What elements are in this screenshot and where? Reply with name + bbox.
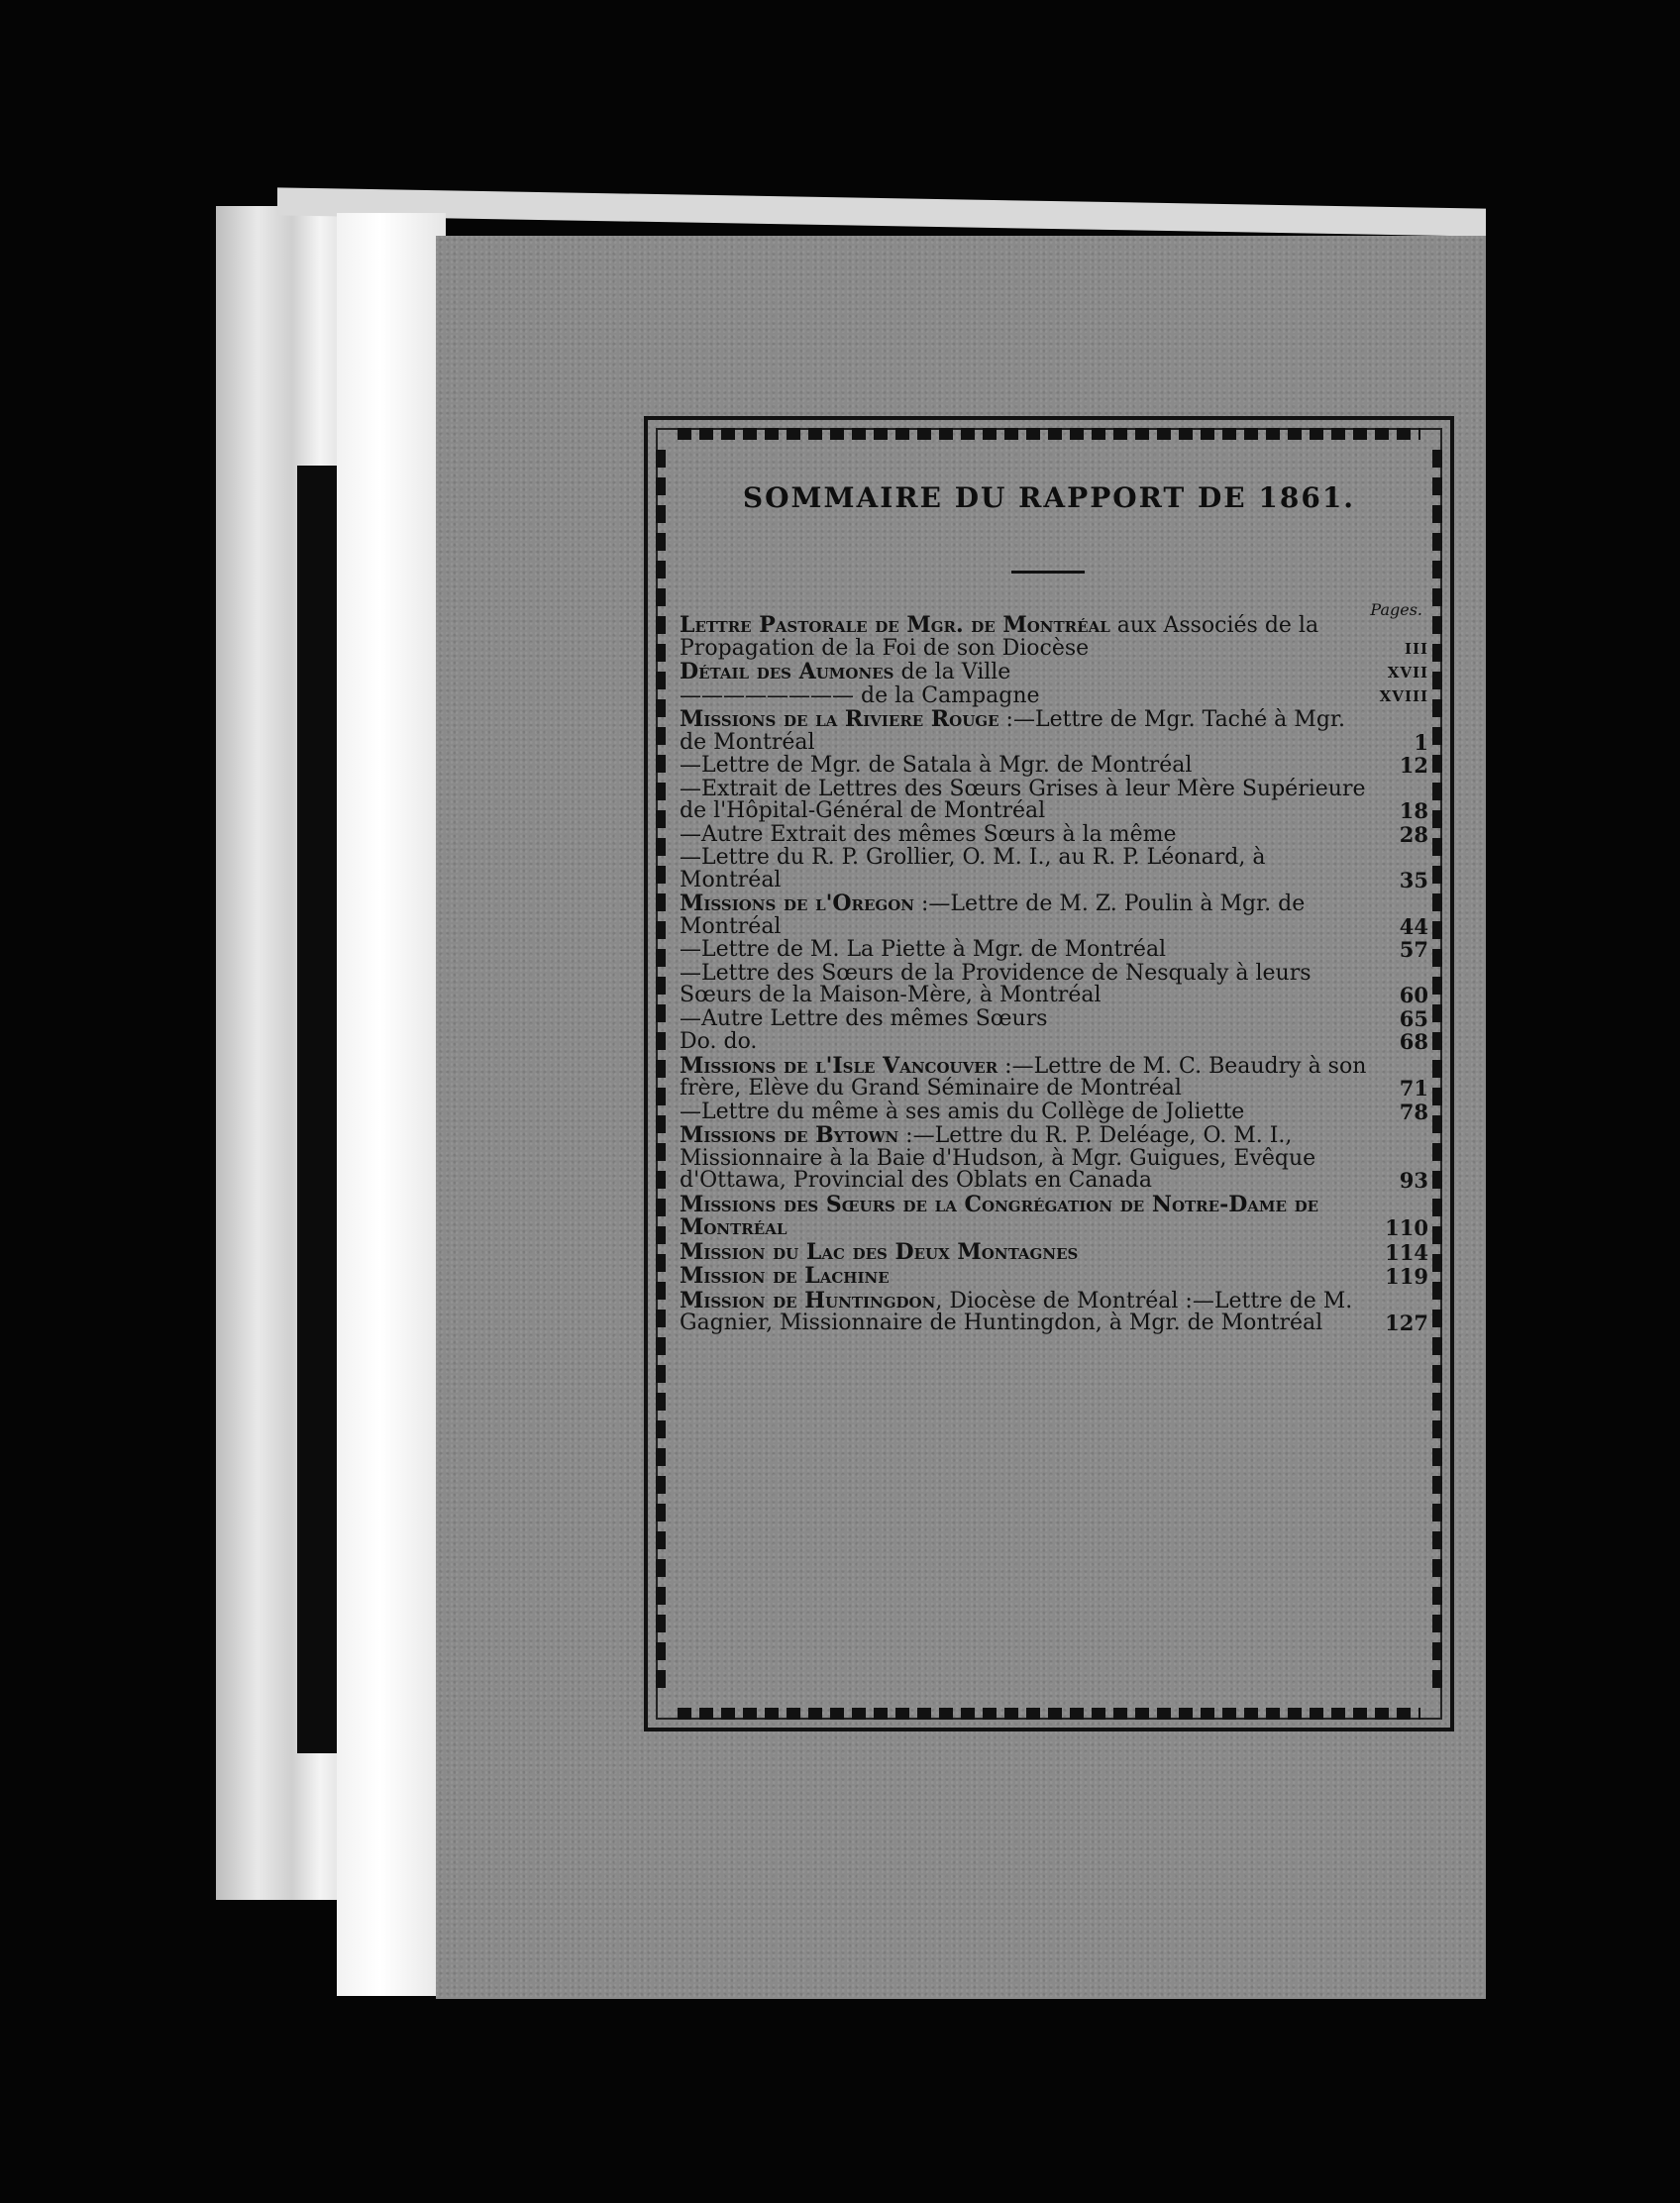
toc-entry-body: —Extrait de Lettres des Sœurs Grises à leur Mère Supérieure de l'Hôpital-Général de Montréal: [680, 776, 1366, 823]
toc-entry: [680, 661, 1428, 684]
toc-entry-page: 110: [1385, 1215, 1428, 1240]
frame-ornament-top: [678, 428, 1420, 440]
ornamental-frame: [644, 416, 1454, 1731]
book-page-edge: [337, 213, 446, 1996]
toc-entry-text: [680, 1191, 1367, 1240]
toc-entry-text: [680, 1265, 1367, 1289]
toc-entry-text: [680, 1287, 1367, 1335]
toc-entry-text: [680, 1031, 1367, 1054]
toc-entry-text: [680, 939, 1367, 962]
toc-entry: [680, 1052, 1428, 1101]
toc-entry-page: 60: [1399, 983, 1428, 1007]
toc-entry: [680, 1287, 1428, 1335]
toc-entry: [680, 776, 1428, 823]
toc-entry-text: [680, 1124, 1367, 1193]
book-spine-shadow: [297, 466, 337, 1753]
toc-entry-body: ———————— de la Campagne: [680, 682, 1040, 708]
toc-entry-heading: Missions de la Riviere Rouge: [680, 706, 999, 732]
toc-entry-text: [680, 1005, 1367, 1031]
frame-ornament-bottom: [678, 1708, 1420, 1720]
toc-entry: [680, 1099, 1428, 1124]
toc-entry-page: 78: [1399, 1099, 1428, 1124]
toc-entry-page: XVIII: [1379, 686, 1428, 705]
toc-entry-body: —Autre Extrait des mêmes Sœurs à la même: [680, 821, 1177, 847]
toc-entry: [680, 1005, 1428, 1031]
toc-entry-body: —Lettre de Mgr. de Satala à Mgr. de Montréal: [680, 753, 1193, 778]
toc-entry-page: 44: [1399, 913, 1428, 939]
toc-entry-heading: Mission de Lachine: [680, 1263, 890, 1289]
toc-entry: [680, 755, 1428, 778]
toc-entry-text: [680, 1052, 1367, 1101]
toc-entry-body: —Lettre du R. P. Grollier, O. M. I., au R. P. Léonard, à Montréal: [680, 845, 1266, 892]
toc-entry: [680, 847, 1428, 892]
toc-entry-heading: Missions des Sœurs de la Congrégation de Notre-Dame de Montréal: [680, 1191, 1319, 1240]
table-of-contents: [680, 614, 1428, 1336]
toc-entry-body: , Diocèse de Montréal :—Lettre de M. Gagnier, Missionnaire de Huntingdon, à Mgr. de Montréal: [680, 1288, 1353, 1335]
pages-column-label: Pages.: [1370, 600, 1422, 619]
toc-entry: [680, 821, 1428, 847]
toc-entry-text: [680, 1238, 1367, 1265]
frame-ornament-left: [656, 450, 666, 1698]
toc-entry-heading: Mission du Lac des Deux Montagnes: [680, 1238, 1079, 1265]
toc-entry-text: [680, 960, 1367, 1007]
toc-entry-heading: Mission de Huntingdon: [680, 1287, 936, 1313]
toc-entry-page: XVII: [1387, 664, 1428, 682]
toc-entry-body: :—Lettre de M. C. Beaudry à son frère, Elève du Grand Séminaire de Montréal: [680, 1053, 1367, 1101]
toc-entry: [680, 1124, 1428, 1193]
toc-entry-page: 119: [1385, 1264, 1428, 1289]
toc-entry-heading: Missions de l'Isle Vancouver: [680, 1052, 998, 1079]
toc-entry: [680, 708, 1428, 754]
toc-entry: [680, 1265, 1428, 1289]
toc-entry-body: —Autre Lettre des mêmes Sœurs: [680, 1005, 1048, 1031]
toc-entry: [680, 1238, 1428, 1265]
toc-entry-body: Do. do.: [680, 1029, 758, 1054]
toc-entry-body: —Lettre de M. La Piette à Mgr. de Montréal: [680, 937, 1167, 962]
toc-entry-heading: Lettre Pastorale de Mgr. de Montréal: [680, 612, 1110, 638]
toc-entry: [680, 682, 1428, 708]
book-top-edge: [277, 187, 1486, 236]
toc-entry-page: 1: [1414, 729, 1428, 755]
toc-entry-page: 35: [1399, 867, 1428, 892]
toc-entry-body: :—Lettre de M. Z. Poulin à Mgr. de Montréal: [680, 892, 1306, 939]
toc-entry-page: 68: [1399, 1029, 1428, 1054]
toc-entry-text: [680, 614, 1367, 660]
toc-entry-page: 127: [1385, 1311, 1428, 1335]
toc-entry-text: [680, 755, 1367, 778]
toc-entry-page: 65: [1399, 1005, 1428, 1031]
toc-entry-heading: Détail des Aumones: [680, 659, 894, 684]
toc-entry-heading: Missions de l'Oregon: [680, 891, 915, 916]
toc-entry: [680, 960, 1428, 1007]
toc-entry: [680, 1191, 1428, 1240]
toc-entry-text: [680, 821, 1367, 847]
toc-entry: [680, 939, 1428, 962]
page-title: SOMMAIRE DU RAPPORT DE 1861.: [742, 481, 1356, 514]
toc-entry-text: [680, 708, 1367, 754]
toc-entry-page: 18: [1399, 798, 1428, 823]
toc-entry-page: 28: [1399, 821, 1428, 847]
toc-entry-body: —Lettre des Sœurs de la Providence de Nesqualy à leurs Sœurs de la Maison-Mère, à Montréal: [680, 960, 1312, 1007]
toc-entry-page: 114: [1385, 1239, 1428, 1265]
toc-entry: [680, 614, 1428, 660]
toc-entry-page: III: [1404, 639, 1428, 658]
toc-entry-heading: Missions de Bytown: [680, 1122, 899, 1148]
toc-entry-page: 12: [1399, 753, 1428, 778]
toc-entry: [680, 1031, 1428, 1054]
toc-entry-body: :—Lettre du R. P. Deléage, O. M. I., Missionnaire à la Baie d'Hudson, à Mgr. Guigues, Evêque d'Ottawa, Provincial des Oblats en Canada: [680, 1123, 1316, 1193]
toc-entry-text: [680, 661, 1367, 684]
toc-entry-text: [680, 776, 1367, 823]
toc-entry-page: 57: [1399, 937, 1428, 962]
toc-entry-body: :—Lettre de Mgr. Taché à Mgr. de Montréal: [680, 707, 1345, 755]
toc-entry-page: 93: [1399, 1168, 1428, 1193]
toc-entry-text: [680, 1099, 1367, 1124]
toc-entry-text: [680, 847, 1367, 892]
toc-entry-body: —Lettre du même à ses amis du Collège de Joliette: [680, 1099, 1245, 1124]
frame-ornament-right: [1432, 450, 1442, 1698]
toc-entry-text: [680, 892, 1367, 938]
toc-entry-body: de la Ville: [893, 660, 1011, 684]
title-rule: [1011, 571, 1085, 574]
toc-entry: [680, 892, 1428, 938]
toc-entry-page: 71: [1399, 1076, 1428, 1101]
toc-entry-text: [680, 682, 1367, 708]
toc-entry-body: aux Associés de la Propagation de la Foi de son Diocèse: [680, 613, 1319, 661]
